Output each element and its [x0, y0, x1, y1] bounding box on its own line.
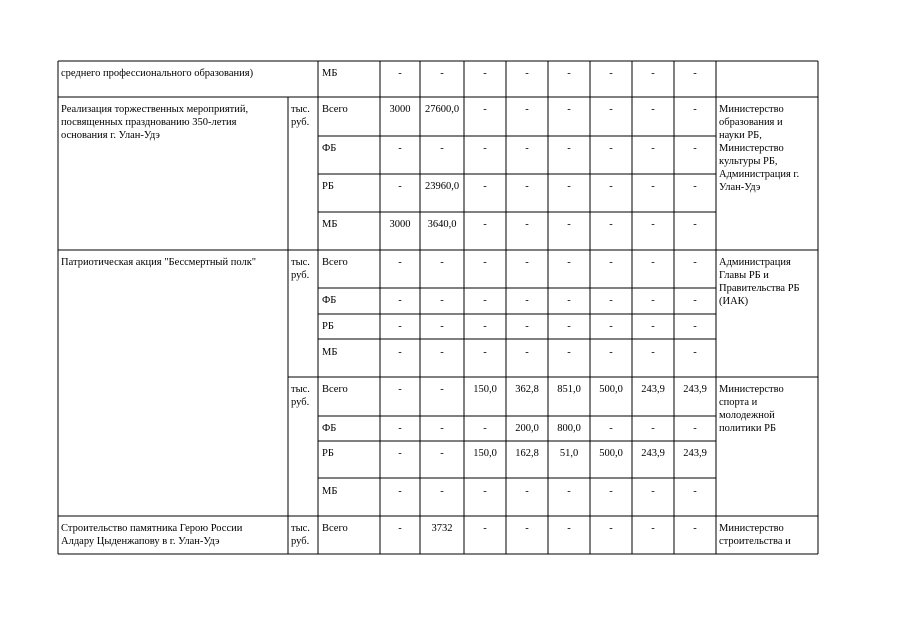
value-cell: 3732 — [431, 523, 453, 534]
value-cell: - — [693, 486, 697, 497]
value-cell: 3000 — [389, 219, 411, 230]
value-cell: - — [693, 257, 697, 268]
row-name-line: Реализация торжественных мероприятий, — [61, 104, 249, 115]
unit-label: тыс. — [291, 523, 310, 534]
value-cell: - — [609, 423, 613, 434]
value-cell: - — [483, 219, 487, 230]
value-cell: - — [525, 219, 529, 230]
value-cell: - — [483, 104, 487, 115]
value-cell: - — [651, 219, 655, 230]
agency-line: Министерство — [719, 523, 784, 534]
value-cell: 851,0 — [557, 384, 581, 395]
value-cell: - — [483, 423, 487, 434]
value-cell: - — [609, 219, 613, 230]
value-cell: - — [525, 486, 529, 497]
source-label: МБ — [322, 347, 338, 358]
value-cell: - — [693, 219, 697, 230]
value-cell: - — [398, 321, 402, 332]
value-cell: - — [567, 257, 571, 268]
value-cell: - — [651, 321, 655, 332]
value-cell: - — [567, 219, 571, 230]
value-cell: - — [693, 423, 697, 434]
source-label: МБ — [322, 68, 338, 79]
value-cell: - — [609, 347, 613, 358]
row-name-line: основания г. Улан-Удэ — [61, 130, 160, 141]
value-cell: - — [483, 347, 487, 358]
value-cell: - — [525, 321, 529, 332]
value-cell: 500,0 — [599, 384, 623, 395]
source-label: РБ — [322, 448, 334, 459]
agency-line: (ИАК) — [719, 296, 749, 307]
value-cell: - — [609, 295, 613, 306]
value-cell: - — [609, 486, 613, 497]
source-label: ФБ — [322, 143, 337, 154]
agency-line: культуры РБ, — [719, 156, 778, 167]
source-label: Всего — [322, 104, 348, 115]
value-cell: 27600,0 — [424, 104, 460, 115]
agency-line: науки РБ, — [719, 130, 762, 141]
value-cell: - — [651, 143, 655, 154]
row-name-line: Строительство памятника Герою России — [61, 523, 243, 534]
value-cell: 243,9 — [683, 384, 707, 395]
value-cell: - — [483, 486, 487, 497]
value-cell: - — [440, 486, 444, 497]
value-cell: - — [693, 347, 697, 358]
value-cell: - — [525, 257, 529, 268]
agency-line: строительства и — [719, 536, 791, 547]
source-label: ФБ — [322, 423, 337, 434]
value-cell: - — [398, 295, 402, 306]
value-cell: - — [398, 257, 402, 268]
agency-line: Правительства РБ — [719, 283, 800, 294]
unit-label: руб. — [291, 536, 310, 547]
value-cell: - — [693, 321, 697, 332]
source-label: Всего — [322, 523, 348, 534]
value-cell: - — [525, 295, 529, 306]
value-cell: - — [440, 448, 444, 459]
agency-line: спорта и — [719, 397, 758, 408]
unit-label: тыс. — [291, 257, 310, 268]
agency-line: Министерство — [719, 143, 784, 154]
value-cell: 150,0 — [473, 448, 497, 459]
value-cell: - — [525, 68, 529, 79]
value-cell: - — [693, 68, 697, 79]
value-cell: - — [609, 523, 613, 534]
value-cell: 200,0 — [515, 423, 539, 434]
agency-line: Администрация — [719, 257, 791, 268]
value-cell: - — [567, 523, 571, 534]
value-cell: - — [651, 104, 655, 115]
value-cell: - — [693, 523, 697, 534]
value-cell: - — [483, 68, 487, 79]
value-cell: - — [525, 523, 529, 534]
value-cell: - — [693, 104, 697, 115]
value-cell: - — [398, 68, 402, 79]
row-name: Патриотическая акция "Бессмертный полк" — [61, 257, 257, 268]
agency-line: политики РБ — [719, 423, 777, 434]
value-cell: - — [609, 143, 613, 154]
value-cell: - — [651, 181, 655, 192]
value-cell: 362,8 — [515, 384, 539, 395]
agency-line: Министерство — [719, 104, 784, 115]
value-cell: - — [693, 143, 697, 154]
value-cell: - — [567, 143, 571, 154]
source-label: Всего — [322, 384, 348, 395]
value-cell: - — [651, 423, 655, 434]
value-cell: 243,9 — [683, 448, 707, 459]
unit-label: руб. — [291, 270, 310, 281]
value-cell: - — [440, 68, 444, 79]
value-cell: - — [651, 257, 655, 268]
source-label: ФБ — [322, 295, 337, 306]
source-label: Всего — [322, 257, 348, 268]
value-cell: - — [567, 68, 571, 79]
row-name-line: посвященных празднованию 350-летия — [61, 117, 237, 128]
value-cell: - — [609, 104, 613, 115]
agency-line: Главы РБ и — [719, 270, 769, 281]
value-cell: - — [398, 448, 402, 459]
value-cell: - — [440, 423, 444, 434]
value-cell: 162,8 — [515, 448, 539, 459]
value-cell: - — [651, 295, 655, 306]
unit-label: тыс. — [291, 384, 310, 395]
value-cell: - — [398, 486, 402, 497]
value-cell: - — [398, 347, 402, 358]
value-cell: - — [609, 181, 613, 192]
value-cell: - — [398, 523, 402, 534]
value-cell: - — [483, 181, 487, 192]
value-cell: 243,9 — [641, 384, 665, 395]
unit-label: тыс. — [291, 104, 310, 115]
source-label: РБ — [322, 321, 334, 332]
value-cell: - — [440, 295, 444, 306]
value-cell: - — [483, 257, 487, 268]
value-cell: 500,0 — [599, 448, 623, 459]
value-cell: 3000 — [389, 104, 411, 115]
value-cell: - — [398, 181, 402, 192]
value-cell: - — [525, 181, 529, 192]
agency-line: Улан-Удэ — [719, 182, 761, 193]
value-cell: - — [483, 295, 487, 306]
value-cell: - — [651, 347, 655, 358]
value-cell: 800,0 — [557, 423, 581, 434]
value-cell: - — [483, 143, 487, 154]
source-label: РБ — [322, 181, 334, 192]
value-cell: 23960,0 — [424, 181, 460, 192]
value-cell: - — [567, 347, 571, 358]
value-cell: - — [567, 181, 571, 192]
value-cell: - — [525, 143, 529, 154]
value-cell: - — [567, 295, 571, 306]
value-cell: - — [609, 257, 613, 268]
value-cell: 3640,0 — [427, 219, 457, 230]
source-label: МБ — [322, 486, 338, 497]
unit-label: руб. — [291, 117, 310, 128]
value-cell: - — [398, 384, 402, 395]
value-cell: - — [440, 143, 444, 154]
value-cell: - — [567, 486, 571, 497]
value-cell: 150,0 — [473, 384, 497, 395]
source-label: МБ — [322, 219, 338, 230]
row-name-line: Алдару Цыденжапову в г. Улан-Удэ — [61, 536, 220, 547]
value-cell: - — [567, 104, 571, 115]
value-cell: 243,9 — [641, 448, 665, 459]
value-cell: - — [483, 321, 487, 332]
value-cell: - — [651, 486, 655, 497]
value-cell: - — [609, 321, 613, 332]
value-cell: - — [525, 347, 529, 358]
value-cell: - — [440, 384, 444, 395]
agency-line: Администрация г. — [719, 169, 800, 180]
value-cell: - — [398, 143, 402, 154]
value-cell: 51,0 — [559, 448, 579, 459]
value-cell: - — [440, 347, 444, 358]
agency-line: Министерство — [719, 384, 784, 395]
value-cell: - — [651, 68, 655, 79]
value-cell: - — [525, 104, 529, 115]
value-cell: - — [440, 321, 444, 332]
value-cell: - — [609, 68, 613, 79]
row-name: среднего профессионального образования) — [61, 68, 254, 79]
value-cell: - — [398, 423, 402, 434]
value-cell: - — [693, 181, 697, 192]
unit-label: руб. — [291, 397, 310, 408]
value-cell: - — [693, 295, 697, 306]
value-cell: - — [567, 321, 571, 332]
agency-line: образования и — [719, 117, 783, 128]
value-cell: - — [440, 257, 444, 268]
agency-line: молодежной — [719, 410, 775, 421]
value-cell: - — [483, 523, 487, 534]
value-cell: - — [651, 523, 655, 534]
